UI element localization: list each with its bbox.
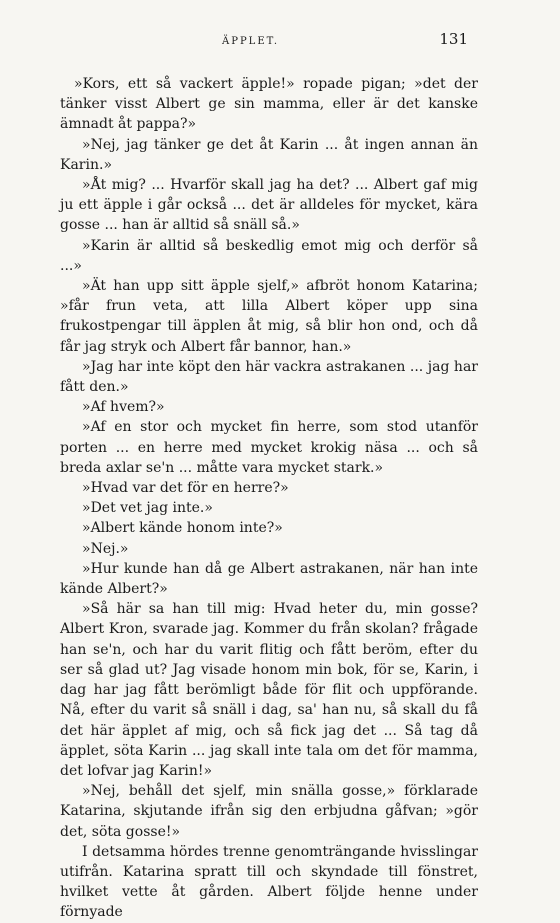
paragraph: »Nej, jag tänker ge det åt Karin ... åt ingen annan än Karin.» bbox=[60, 136, 478, 173]
paragraph: »Albert kände honom inte?» bbox=[82, 520, 283, 537]
running-title: ÄPPLET. bbox=[222, 36, 279, 47]
paragraph: »Ät han upp sitt äpple sjelf,» afbröt honom Katarina; »får frun veta, att lilla Albert köper upp sina frukostpengar till äpplen åt mig, så blir hon ond, och då får jag stryk och Albert får bannor, han.» bbox=[60, 278, 478, 355]
paragraph: »Af hvem?» bbox=[82, 399, 165, 416]
paragraph: »Nej.» bbox=[82, 540, 129, 557]
paragraph: »Det vet jag inte.» bbox=[82, 500, 213, 517]
paragraph: »Kors, ett så vackert äpple!» ropade pigan; »det der tänker visst Albert ge sin mamma, eller är det kanske ämnadt åt pappa?» bbox=[60, 76, 478, 133]
page-number: 131 bbox=[439, 30, 468, 48]
paragraph: »Så här sa han till mig: Hvad heter du, min gosse? Albert Kron, svarade jag. Kommer du från skolan? frågade han se'n, och har du varit flitig och fått beröm, efter du ser så glad ut? Jag visade honom min bok, för se, Karin, i dag har jag fått berömligt både för flit och uppförande. Nå, efter du varit så snäll i dag, sa' han nu, så skall du få det här äpplet af mig, och så fick jag det ... Så tag då äpplet, söta Karin ... jag skall inte tala om det för mamma, det lofvar jag Karin!» bbox=[60, 601, 478, 779]
paragraph: »Åt mig? ... Hvarför skall jag ha det? ... Albert gaf mig ju ett äpple i går också ... det är alldeles för mycket, kära gosse ... han är alltid så snäll så.» bbox=[60, 177, 478, 234]
page-header bbox=[0, 30, 560, 54]
paragraph: »Af en stor och mycket fin herre, som stod utanför porten ... en herre med mycket krokig näsa ... och så breda axlar se'n ... måtte vara mycket stark.» bbox=[60, 419, 478, 476]
paragraph: »Karin är alltid så beskedlig emot mig och derför så ...» bbox=[60, 237, 478, 274]
paragraph: »Hvad var det för en herre?» bbox=[82, 480, 289, 497]
paragraph: I detsamma hördes trenne genomträngande hvisslingar utifrån. Katarina spratt till och skyndade till fönstret, hvilket vette åt gården. Albert följde henne under förnyade bbox=[60, 843, 478, 921]
paragraph: »Jag har inte köpt den här vackra astrakanen ... jag har fått den.» bbox=[60, 358, 478, 396]
paragraph: »Hur kunde han då ge Albert astrakanen, när han inte kände Albert?» bbox=[60, 560, 478, 598]
paragraph: »Nej, behåll det sjelf, min snälla gosse,» förklarade Katarina, skjutande ifrån sig den erbjudna gåfvan; »gör det, söta gosse!» bbox=[60, 783, 478, 840]
body-text bbox=[60, 74, 478, 923]
